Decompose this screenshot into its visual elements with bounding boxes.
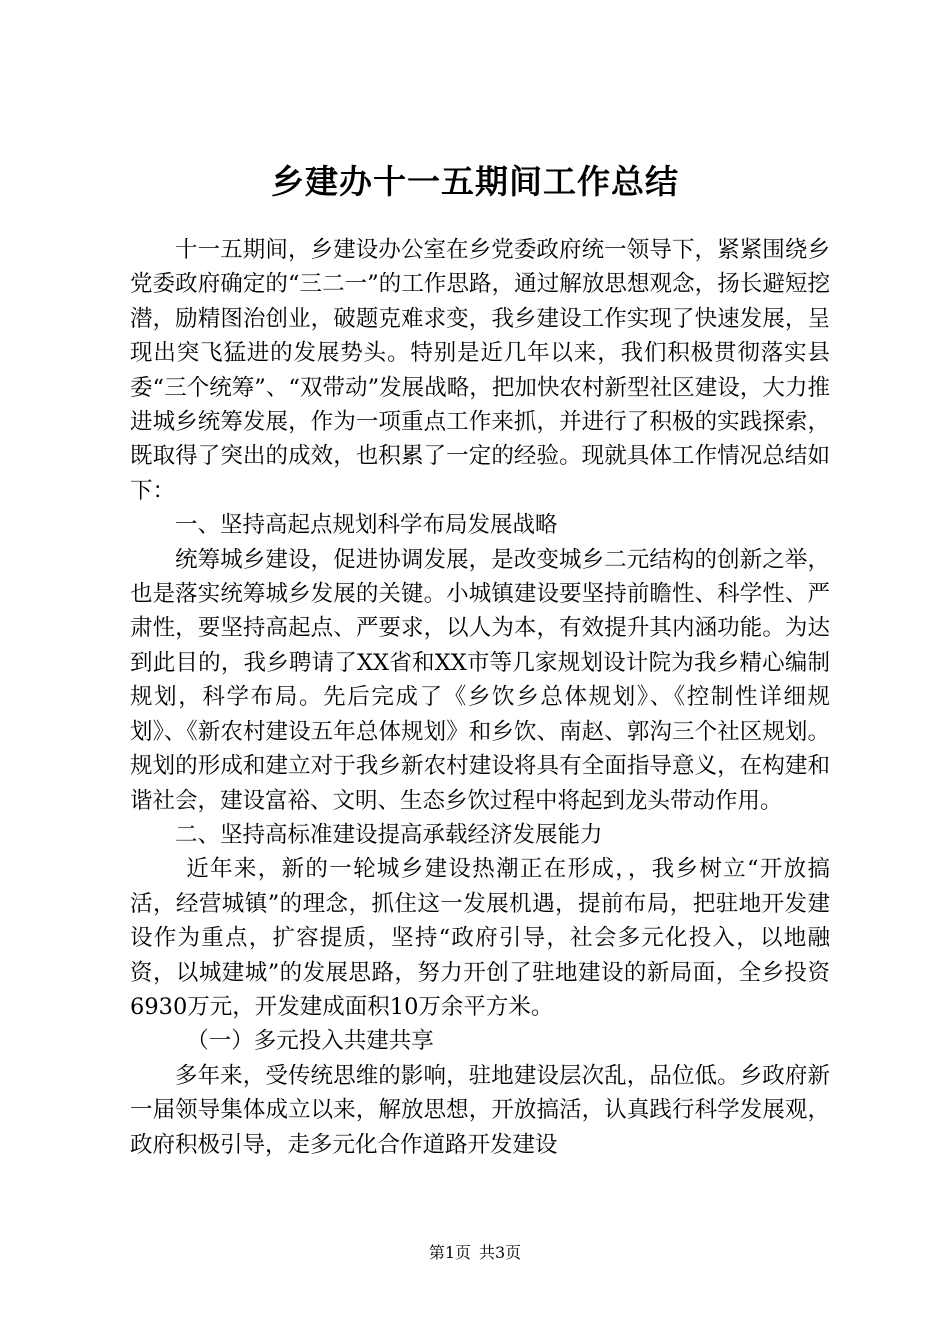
section-2-paragraph: 近年来，新的一轮城乡建设热潮正在形成，，我乡树立“开放搞活，经营城镇”的理念，抓住这一发展机遇，提前布局，把驻地开发建设作为重点，扩容提质，坚持“政府引导，社会多元化投入，以地融资，以城建城”的发展思路，努力开创了驻地建设的新局面，全乡投资6930万元，开发建成面积10万余平方米。: [130, 856, 830, 1020]
document-body: [130, 233, 830, 1162]
section-1-paragraph: 统筹城乡建设，促进协调发展，是改变城乡二元结构的创新之举，也是落实统筹城乡发展的关键。小城镇建设要坚持前瞻性、科学性、严肃性，要坚持高起点、严要求，以人为本，有效提升其内涵功能。为达到此目的，我乡聘请了XX省和XX市等几家规划设计院为我乡精心编制规划，科学布局。先后完成了《乡饮乡总体规划》、《控制性详细规划》、《新农村建设五年总体规划》和乡饮、南赵、郭沟三个社区规划。规划的形成和建立对于我乡新农村建设将具有全面指导意义，在构建和谐社会，建设富裕、文明、生态乡饮过程中将起到龙头带动作用。: [130, 546, 830, 814]
intro-paragraph: 十一五期间，乡建设办公室在乡党委政府统一领导下，紧紧围绕乡党委政府确定的“三二一”的工作思路，通过解放思想观念，扬长避短挖潜，励精图治创业，破题克难求变，我乡建设工作实现了快速发展，呈现出突飞猛进的发展势头。特别是近几年以来，我们积极贯彻落实县委“三个统筹”、“双带动”发展战略，把加快农村新型社区建设，大力推进城乡统筹发展，作为一项重点工作来抓，并进行了积极的实践探索，既取得了突出的成效，也积累了一定的经验。现就具体工作情况总结如下：: [130, 237, 830, 504]
page-footer: [0, 1243, 950, 1263]
page-number: 第1页: [428, 1243, 471, 1262]
section-heading-2: 二、坚持高标准建设提高承载经济发展能力: [175, 821, 603, 848]
section-heading-1: 一、坚持高起点规划科学布局发展战略: [175, 512, 558, 539]
page-total: 共3页: [479, 1243, 522, 1262]
document-title: 乡建办十一五期间工作总结: [271, 162, 679, 201]
subsection-heading-1: （一）多元投入共建共享: [186, 1028, 434, 1055]
subsection-1-paragraph: 多年来，受传统思维的影响，驻地建设层次乱，品位低。乡政府新一届领导集体成立以来，解放思想，开放搞活，认真践行科学发展观，政府积极引导，走多元化合作道路开发建设: [130, 1062, 830, 1158]
